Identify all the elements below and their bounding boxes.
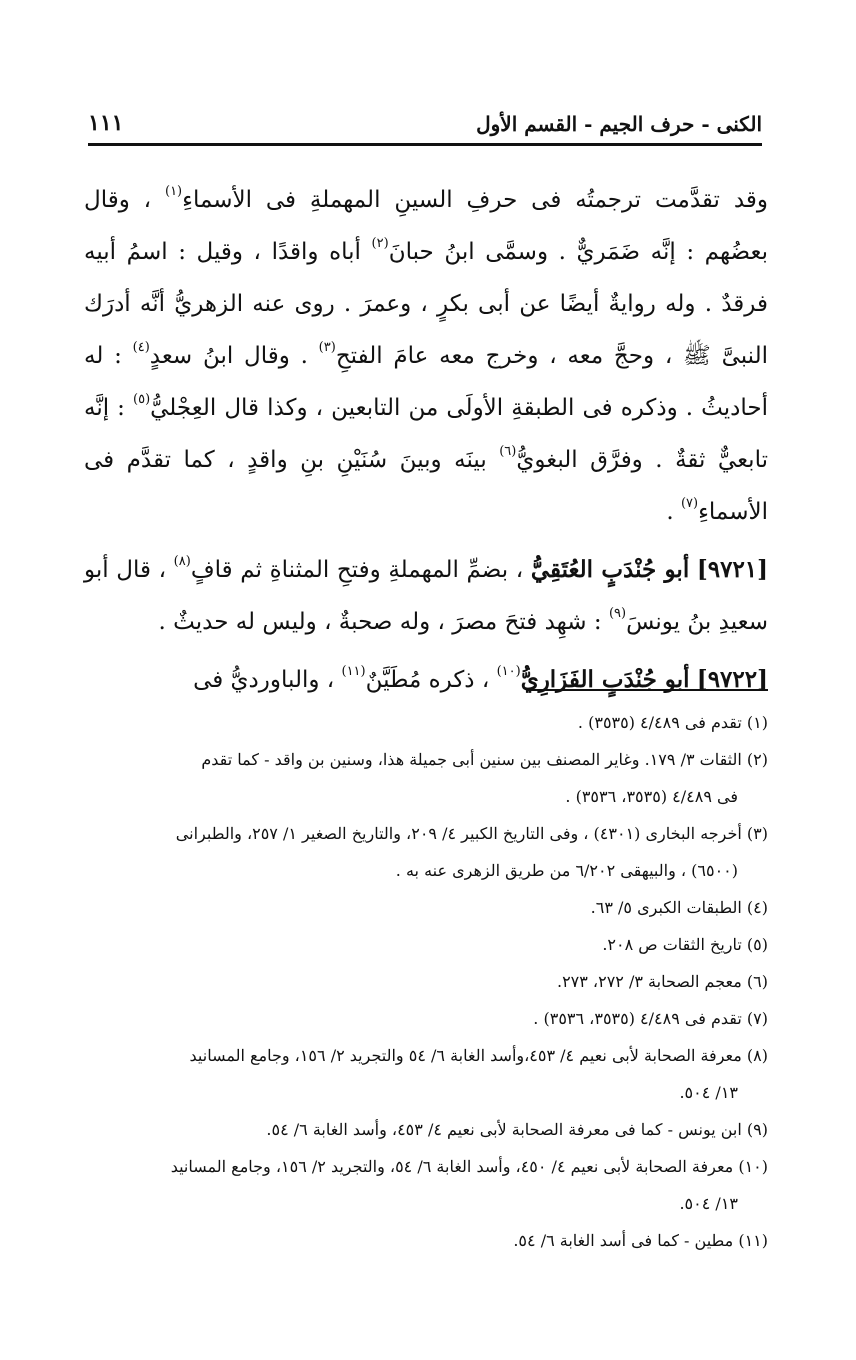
footnote-8-continued: ١٣/ ٥٠٤. (679, 1083, 738, 1102)
text-segment: . (666, 499, 674, 525)
footnote-4: (٤) الطبقات الكبرى ٥/ ٦٣. (590, 898, 768, 917)
text-segment: بينَه وبينَ سُنَيْنِ بنِ واقدٍ ، كما تقدَّم فى الأسماءِ (84, 447, 768, 525)
page-header (88, 100, 762, 136)
entry-name: أبو جُنْدَبٍ العُتَقِيُّ (530, 556, 690, 583)
footnote-11: (١١) مطين - كما فى أسد الغابة ٦/ ٥٤. (513, 1231, 768, 1250)
text-segment: : شهِد فتحَ مصرَ ، وله صحبةٌ ، وليس له حديثٌ . (158, 609, 602, 635)
footnote-ref[interactable]: (٣) (318, 340, 336, 355)
footnote-8: (٨) معرفة الصحابة لأبى نعيم ٤/ ٤٥٣،وأسد الغابة ٦/ ٥٤ والتجريد ٢/ ١٥٦، وجامع المسانيد (189, 1046, 768, 1065)
text-segment: أباه واقدًا ، وقيل : اسمُ أبيه فرقدٌ . وله روايةٌ أيضًا عن أبى بكرٍ ، وعمرَ . روى عنه الزهريُّ أنَّه أدرَك النبىَّ ﷺ ، وحجَّ معه ، وخرج معه عامَ الفتحِ (84, 239, 769, 369)
footnote-ref[interactable]: (٤) (132, 340, 150, 355)
text-segment: ، ذكره مُطَيَّنٌ (365, 667, 490, 693)
page-number: ١١١ (88, 110, 124, 136)
entry-number: [٩٧٢٢] (696, 666, 768, 693)
entry-name: أبو جُنْدَبٍ الفَزَارِيُّ (520, 666, 690, 693)
footnote-3-continued: (٦٥٠٠) ، والبيهقى ٦/٢٠٢ من طريق الزهرى عنه به . (395, 861, 738, 880)
footnote-ref[interactable]: (٢) (371, 236, 389, 251)
header-rule (88, 143, 762, 146)
footnote-1: (١) تقدم فى ٤/٤٨٩ (٣٥٣٥) . (577, 713, 768, 732)
footnote-ref[interactable]: (١١) (341, 664, 366, 679)
footnote-ref[interactable]: (١٠) (496, 664, 521, 679)
footnote-ref[interactable]: (١) (164, 184, 183, 199)
footnote-ref[interactable]: (٩) (608, 606, 627, 621)
text-segment: : إنَّه تابعيٌّ ثقةٌ . وفرَّق البغويُّ (84, 395, 768, 473)
footnote-6: (٦) معجم الصحابة ٣/ ٢٧٢، ٢٧٣. (556, 972, 768, 991)
footnote-3: (٣) أخرجه البخارى (٤٣٠١) ، وفى التاريخ الكبير ٤/ ٢٠٩، والتاريخ الصغير ١/ ٢٥٧، والطبرانى (175, 824, 768, 843)
footnote-ref[interactable]: (٦) (499, 444, 517, 459)
footnote-9: (٩) ابن يونس - كما فى معرفة الصحابة لأبى نعيم ٤/ ٤٥٣، وأسد الغابة ٦/ ٥٤. (266, 1120, 768, 1139)
paragraph-intro (84, 174, 768, 538)
footnote-2-continued: فى ٤/٤٨٩ (٣٥٣٥، ٣٥٣٦) . (565, 787, 738, 806)
text-segment: وقد تقدَّمت ترجمتُه فى حرفِ السينِ المهملةِ فى الأسماءِ (182, 187, 768, 213)
footnote-ref[interactable]: (٥) (133, 392, 151, 407)
entry-9721 (84, 544, 768, 648)
footnote-2: (٢) الثقات ٣/ ١٧٩. وغاير المصنف بين سنين أبى جميلة هذا، وسنين بن واقد - كما تقدم (201, 750, 768, 769)
text-segment: . وقال ابنُ سعدٍ (149, 343, 308, 369)
footnote-ref[interactable]: (٧) (680, 496, 699, 511)
footnotes (84, 704, 768, 1259)
text-segment: ، والباورديُّ فى (193, 667, 335, 693)
footnote-5: (٥) تاريخ الثقات ص ٢٠٨. (602, 935, 768, 954)
text-segment: : له أحاديثُ . وذكره فى الطبقةِ الأولَى من التابعين ، وكذا قال العِجْليُّ (84, 343, 768, 421)
footnote-10: (١٠) معرفة الصحابة لأبى نعيم ٤/ ٤٥٠، وأسد الغابة ٦/ ٥٤، والتجريد ٢/ ١٥٦، وجامع المسانيد (170, 1157, 768, 1176)
footnote-ref[interactable]: (٨) (173, 554, 191, 569)
footnote-10-continued: ١٣/ ٥٠٤. (679, 1194, 738, 1213)
text-segment: ، بضمِّ المهملةِ وفتحِ المثناةِ ثم قافٍ (190, 557, 524, 583)
main-text (84, 174, 768, 706)
footnote-7: (٧) تقدم فى ٤/٤٨٩ (٣٥٣٥، ٣٥٣٦) . (533, 1009, 768, 1028)
entry-number: [٩٧٢١] (696, 556, 769, 583)
entry-9722 (84, 654, 768, 706)
text-segment: ، وقال بعضُهم : إنَّه ضَمَريٌّ . وسمَّى ابنُ حبانَ (84, 187, 769, 265)
text-segment: ، قال أبو سعيدِ بنُ يونسَ (84, 557, 768, 635)
footnote-separator (528, 689, 768, 691)
running-title: الكنى - حرف الجيم - القسم الأول (476, 112, 762, 136)
